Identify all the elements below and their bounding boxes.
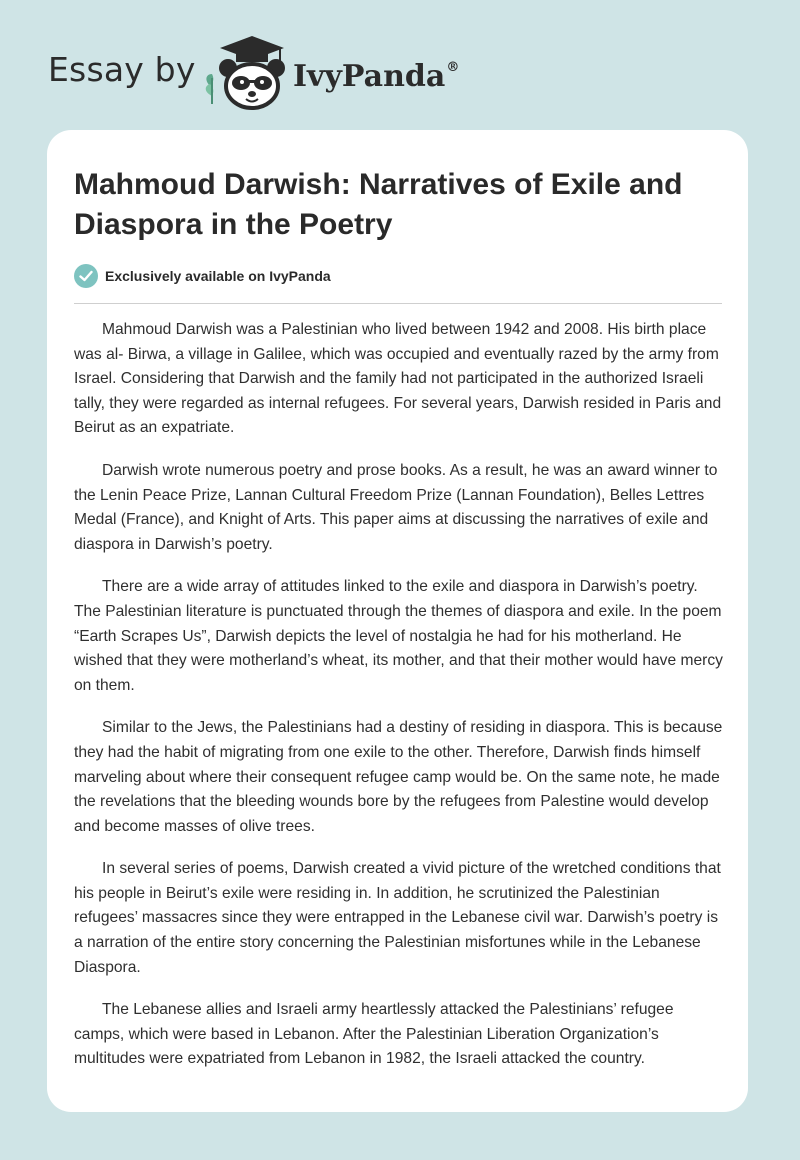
paragraph: In several series of poems, Darwish created a vivid picture of the wretched conditions that his people in Beirut’s exile were residing in. In addition, he scrutinized the Palestinian refugees’ massacres since they were entrapped in the Lebanese civil war. Darwish’s poetry is a narration of the entire story concerning the Palestinian misfortunes while in the Lebanese Diaspora.: [74, 860, 721, 976]
registered-mark: ®: [446, 60, 460, 75]
exclusive-badge: [74, 264, 331, 288]
paragraph: There are a wide array of attitudes linked to the exile and diaspora in Darwish’s poetry. The Palestinian literature is punctuated through the themes of diaspora and exile. In the poem “Earth Scrapes Us”, Darwish depicts the level of nostalgia he had for his motherland. He wished that they were motherland’s wheat, its mother, and that their mother would have mercy on them.: [74, 578, 723, 694]
page-title: Mahmoud Darwish: Narratives of Exile and Diaspora in the Poetry: [74, 168, 683, 241]
essay-card: [47, 130, 748, 1112]
paragraph: Mahmoud Darwish was a Palestinian who lived between 1942 and 2008. His birth place was al- Birwa, a village in Galilee, which was occupied and eventually razed by the army from Israel. Considering that Darwish and the family had not participated in the authorized Israeli tally, they were regarded as internal refugees. For several years, Darwish resided in Paris and Beirut as an expatriate.: [74, 321, 722, 437]
badge-text: Exclusively available on IvyPanda: [105, 268, 331, 284]
paragraph: The Lebanese allies and Israeli army heartlessly attacked the Palestinians’ refugee camps, which were based in Lebanon. After the Palestinian Liberation Organization’s multitudes were expatriated from Lebanon in 1982, the Israeli attacked the country.: [74, 1001, 674, 1068]
paragraph: Similar to the Jews, the Palestinians had a destiny of residing in diaspora. This is because they had the habit of migrating from one exile to the other. Therefore, Darwish finds himself marveling about where their consequent refugee camp would be. On the same note, he made the revelations that the bleeding wounds bore by the refugees from Palestine would develop and become masses of olive trees.: [74, 719, 723, 835]
brand-name[interactable]: IvyPanda®: [293, 59, 460, 94]
brand-prefix: Essay by: [48, 50, 196, 89]
paragraph: Darwish wrote numerous poetry and prose books. As a result, he was an award winner to the Lenin Peace Prize, Lannan Cultural Freedom Prize (Lannan Foundation), Belles Lettres Medal (France), and Knight of Arts. This paper aims at discussing the narratives of exile and diaspora in Darwish’s poetry.: [74, 461, 718, 553]
essay-body: [74, 318, 726, 1090]
check-circle-icon: [74, 264, 98, 288]
panda-graduate-icon[interactable]: [200, 34, 290, 114]
divider: [74, 303, 722, 304]
site-header: [0, 0, 800, 120]
